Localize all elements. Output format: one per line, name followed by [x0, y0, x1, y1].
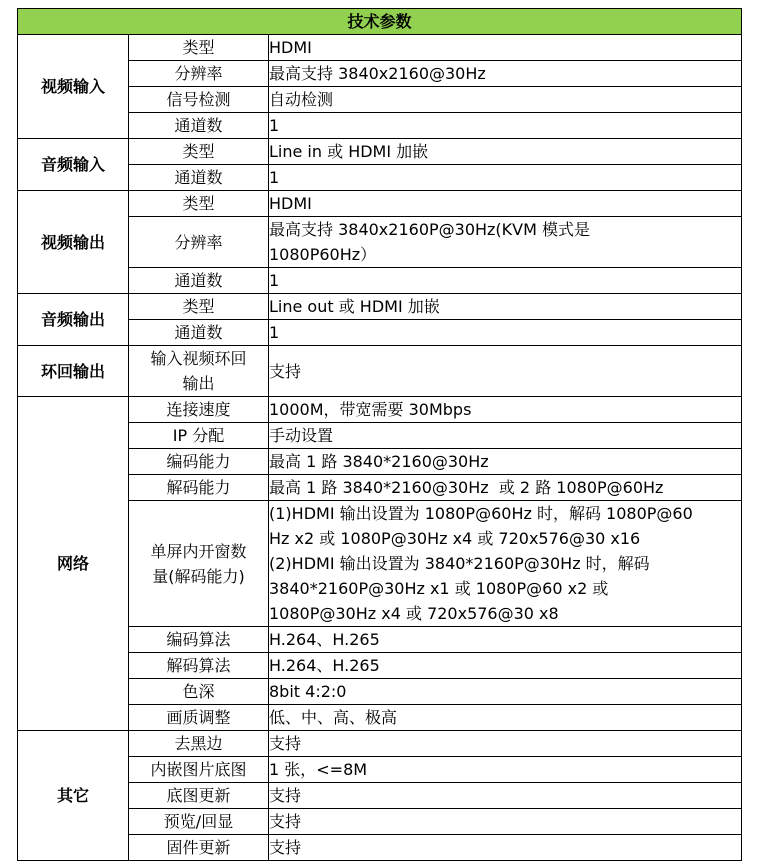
item-line: 输入视频环回: [150, 349, 247, 368]
item-value: HDMI: [269, 191, 742, 217]
item-label: 编码能力: [129, 449, 269, 475]
item-label: 信号检测: [129, 87, 269, 113]
item-value: 8bit 4:2:0: [269, 679, 742, 705]
table-row: [18, 346, 742, 397]
category-video-input: 视频输入: [18, 35, 129, 139]
item-value: 最高 1 路 3840*2160@30Hz 或 2 路 1080P@60Hz: [269, 475, 742, 501]
item-label: [129, 501, 269, 627]
item-label: IP 分配: [129, 423, 269, 449]
item-label: 类型: [129, 35, 269, 61]
value-line: 3840*2160P@30Hz x1 或 1080P@60 x2 或: [269, 579, 609, 598]
table-row: [18, 731, 742, 757]
item-label: 编码算法: [129, 627, 269, 653]
category-network: 网络: [18, 397, 129, 731]
item-label: 通道数: [129, 268, 269, 294]
item-value: 1: [269, 320, 742, 346]
item-value: 支持: [269, 835, 742, 861]
item-label: 连接速度: [129, 397, 269, 423]
item-value: 1 张，<=8M: [269, 757, 742, 783]
item-value: 手动设置: [269, 423, 742, 449]
item-value: 低、中、高、极高: [269, 705, 742, 731]
item-value: [269, 501, 742, 627]
item-value: 1: [269, 113, 742, 139]
item-value: 最高 1 路 3840*2160@30Hz: [269, 449, 742, 475]
table-row: [18, 397, 742, 423]
item-value: 支持: [269, 731, 742, 757]
value-line: 1080P60Hz）: [269, 245, 377, 264]
item-value: H.264、H.265: [269, 653, 742, 679]
table-header-row: [18, 9, 742, 35]
item-label: 通道数: [129, 165, 269, 191]
category-audio-output: 音频输出: [18, 294, 129, 346]
value-line: 最高支持 3840x2160P@30Hz(KVM 模式是: [269, 220, 591, 239]
item-value: 最高支持 3840x2160@30Hz: [269, 61, 742, 87]
item-value: 支持: [269, 783, 742, 809]
item-label: 类型: [129, 139, 269, 165]
table-row: [18, 191, 742, 217]
item-label: 色深: [129, 679, 269, 705]
item-value: [269, 217, 742, 268]
item-label: 类型: [129, 191, 269, 217]
item-line: 单屏内开窗数: [150, 541, 247, 561]
item-value: 1000M，带宽需要 30Mbps: [269, 397, 742, 423]
item-label: 类型: [129, 294, 269, 320]
item-label: 解码算法: [129, 653, 269, 679]
item-label: 内嵌图片底图: [129, 757, 269, 783]
value-line: Hz x2 或 1080P@30Hz x4 或 720x576@30 x16: [269, 529, 641, 548]
item-value: Line in 或 HDMI 加嵌: [269, 139, 742, 165]
item-value: Line out 或 HDMI 加嵌: [269, 294, 742, 320]
item-label: [129, 346, 269, 397]
item-label: 底图更新: [129, 783, 269, 809]
value-line: (1)HDMI 输出设置为 1080P@60Hz 时，解码 1080P@60: [269, 504, 693, 523]
item-value: 支持: [269, 346, 742, 397]
value-line: (2)HDMI 输出设置为 3840*2160P@30Hz 时，解码: [269, 554, 650, 573]
item-value: HDMI: [269, 35, 742, 61]
item-label: 通道数: [129, 113, 269, 139]
item-value: 自动检测: [269, 87, 742, 113]
table-row: [18, 139, 742, 165]
spec-table: [17, 8, 742, 861]
item-label: 通道数: [129, 320, 269, 346]
item-label: 画质调整: [129, 705, 269, 731]
item-value: 1: [269, 268, 742, 294]
item-label: 分辨率: [129, 217, 269, 268]
value-line: 1080P@30Hz x4 或 720x576@30 x8: [269, 604, 559, 623]
item-value: 1: [269, 165, 742, 191]
item-value: 支持: [269, 809, 742, 835]
item-label: 解码能力: [129, 475, 269, 501]
table-row: [18, 35, 742, 61]
item-line: 量(解码能力): [152, 566, 245, 586]
item-label: 预览/回显: [129, 809, 269, 835]
item-label: 分辨率: [129, 61, 269, 87]
category-audio-input: 音频输入: [18, 139, 129, 191]
category-other: 其它: [18, 731, 129, 861]
item-label: 固件更新: [129, 835, 269, 861]
item-line: 输出: [182, 374, 215, 393]
table-title: 技术参数: [18, 9, 742, 35]
table-row: [18, 294, 742, 320]
item-value: H.264、H.265: [269, 627, 742, 653]
category-loop-output: 环回输出: [18, 346, 129, 397]
item-label: 去黑边: [129, 731, 269, 757]
category-video-output: 视频输出: [18, 191, 129, 294]
